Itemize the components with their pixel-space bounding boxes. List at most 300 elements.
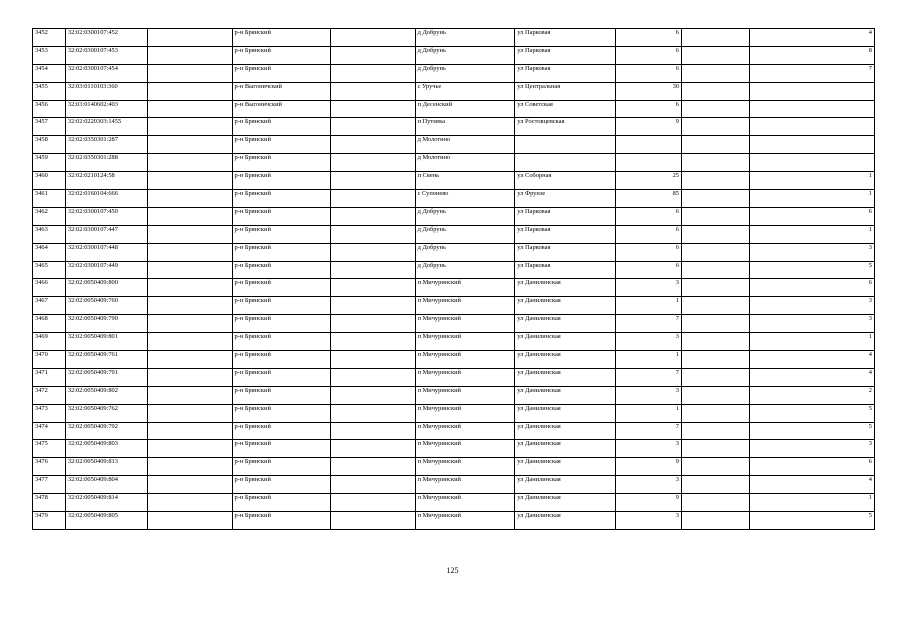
house-number-cell: 6 xyxy=(616,64,682,82)
apartment-number-cell xyxy=(749,82,874,100)
empty-cell xyxy=(682,368,750,386)
settlement-cell: п Мичуринский xyxy=(415,315,515,333)
table-row xyxy=(33,243,875,261)
empty-cell xyxy=(331,64,415,82)
apartment-number-cell: 6 xyxy=(749,207,874,225)
cadastral-number-cell: 32:03:0140602:403 xyxy=(65,100,147,118)
empty-cell xyxy=(331,207,415,225)
street-cell: ул Парковая xyxy=(515,261,616,279)
empty-cell xyxy=(682,118,750,136)
apartment-number-cell: 4 xyxy=(749,29,874,47)
cadastral-number-cell: 32:02:0350301:287 xyxy=(65,136,147,154)
empty-cell xyxy=(682,422,750,440)
street-cell: ул Парковая xyxy=(515,29,616,47)
row-number-cell: 3470 xyxy=(33,351,66,369)
house-number-cell: 7 xyxy=(616,315,682,333)
house-number-cell: 25 xyxy=(616,172,682,190)
empty-cell xyxy=(148,225,232,243)
table-row xyxy=(33,315,875,333)
district-cell: р-н Брянский xyxy=(232,494,331,512)
row-number-cell: 3473 xyxy=(33,404,66,422)
empty-cell xyxy=(331,315,415,333)
cadastral-number-cell: 32:02:0050409:803 xyxy=(65,440,147,458)
empty-cell xyxy=(148,422,232,440)
empty-cell xyxy=(682,512,750,530)
settlement-cell: п Мичуринский xyxy=(415,512,515,530)
settlement-cell: п Мичуринский xyxy=(415,404,515,422)
empty-cell xyxy=(148,46,232,64)
settlement-cell: д Молотино xyxy=(415,136,515,154)
row-number-cell: 3469 xyxy=(33,333,66,351)
apartment-number-cell: 3 xyxy=(749,297,874,315)
table-row xyxy=(33,512,875,530)
empty-cell xyxy=(148,207,232,225)
settlement-cell: п Мичуринский xyxy=(415,279,515,297)
apartment-number-cell: 1 xyxy=(749,225,874,243)
empty-cell xyxy=(148,351,232,369)
row-number-cell: 3465 xyxy=(33,261,66,279)
house-number-cell: 3 xyxy=(616,476,682,494)
empty-cell xyxy=(331,368,415,386)
street-cell: ул Парковая xyxy=(515,225,616,243)
settlement-cell: п Мичуринский xyxy=(415,386,515,404)
empty-cell xyxy=(331,494,415,512)
empty-cell xyxy=(148,29,232,47)
table-row xyxy=(33,440,875,458)
apartment-number-cell xyxy=(749,118,874,136)
empty-cell xyxy=(682,82,750,100)
row-number-cell: 3474 xyxy=(33,422,66,440)
settlement-cell: д Добрунь xyxy=(415,29,515,47)
empty-cell xyxy=(148,136,232,154)
row-number-cell: 3459 xyxy=(33,154,66,172)
district-cell: р-н Брянский xyxy=(232,172,331,190)
row-number-cell: 3468 xyxy=(33,315,66,333)
district-cell: р-н Брянский xyxy=(232,512,331,530)
row-number-cell: 3453 xyxy=(33,46,66,64)
empty-cell xyxy=(148,190,232,208)
street-cell: ул Данилинская xyxy=(515,494,616,512)
house-number-cell: 9 xyxy=(616,118,682,136)
district-cell: р-н Брянский xyxy=(232,118,331,136)
row-number-cell: 3454 xyxy=(33,64,66,82)
settlement-cell: д Добрунь xyxy=(415,225,515,243)
row-number-cell: 3452 xyxy=(33,29,66,47)
apartment-number-cell: 1 xyxy=(749,494,874,512)
empty-cell xyxy=(682,100,750,118)
cadastral-number-cell: 32:02:0050409:813 xyxy=(65,458,147,476)
settlement-cell: д Добрунь xyxy=(415,261,515,279)
district-cell: р-н Брянский xyxy=(232,136,331,154)
settlement-cell: п Мичуринский xyxy=(415,494,515,512)
apartment-number-cell: 4 xyxy=(749,351,874,369)
house-number-cell xyxy=(616,154,682,172)
apartment-number-cell xyxy=(749,154,874,172)
house-number-cell: 6 xyxy=(616,100,682,118)
district-cell: р-н Брянский xyxy=(232,207,331,225)
empty-cell xyxy=(682,476,750,494)
empty-cell xyxy=(331,458,415,476)
empty-cell xyxy=(331,279,415,297)
cadastral-number-cell: 32:02:0300107:450 xyxy=(65,207,147,225)
cadastral-number-cell: 32:02:0300107:454 xyxy=(65,64,147,82)
district-cell: р-н Брянский xyxy=(232,476,331,494)
cadastral-number-cell: 32:02:0050409:790 xyxy=(65,315,147,333)
cadastral-number-cell: 32:02:0050409:792 xyxy=(65,422,147,440)
house-number-cell: 6 xyxy=(616,243,682,261)
house-number-cell: 6 xyxy=(616,29,682,47)
row-number-cell: 3479 xyxy=(33,512,66,530)
table-row xyxy=(33,225,875,243)
table-body xyxy=(33,29,875,530)
cadastral-number-cell: 32:02:0300107:452 xyxy=(65,29,147,47)
empty-cell xyxy=(331,154,415,172)
apartment-number-cell: 4 xyxy=(749,368,874,386)
street-cell: ул Центральная xyxy=(515,82,616,100)
cadastral-number-cell: 32:02:0300107:448 xyxy=(65,243,147,261)
empty-cell xyxy=(148,476,232,494)
table-row xyxy=(33,172,875,190)
apartment-number-cell: 4 xyxy=(749,476,874,494)
empty-cell xyxy=(682,261,750,279)
cadastral-number-cell: 32:02:0050409:761 xyxy=(65,351,147,369)
district-cell: р-н Брянский xyxy=(232,440,331,458)
row-number-cell: 3458 xyxy=(33,136,66,154)
district-cell: р-н Брянский xyxy=(232,458,331,476)
empty-cell xyxy=(682,64,750,82)
house-number-cell: 7 xyxy=(616,422,682,440)
apartment-number-cell: 1 xyxy=(749,172,874,190)
street-cell: ул Данилинская xyxy=(515,297,616,315)
empty-cell xyxy=(148,315,232,333)
apartment-number-cell: 3 xyxy=(749,315,874,333)
empty-cell xyxy=(331,190,415,208)
district-cell: р-н Брянский xyxy=(232,190,331,208)
table-row xyxy=(33,297,875,315)
cadastral-number-cell: 32:02:0050409:814 xyxy=(65,494,147,512)
street-cell: ул Советская xyxy=(515,100,616,118)
row-number-cell: 3460 xyxy=(33,172,66,190)
house-number-cell: 6 xyxy=(616,225,682,243)
table-row xyxy=(33,494,875,512)
settlement-cell: п Мичуринский xyxy=(415,476,515,494)
empty-cell xyxy=(682,279,750,297)
street-cell xyxy=(515,154,616,172)
empty-cell xyxy=(331,333,415,351)
empty-cell xyxy=(682,333,750,351)
page-number: 125 xyxy=(446,566,459,575)
empty-cell xyxy=(331,29,415,47)
district-cell: р-н Брянский xyxy=(232,422,331,440)
table-row xyxy=(33,82,875,100)
row-number-cell: 3478 xyxy=(33,494,66,512)
apartment-number-cell xyxy=(749,136,874,154)
apartment-number-cell: 5 xyxy=(749,261,874,279)
cadastral-number-cell: 32:02:0050409:804 xyxy=(65,476,147,494)
empty-cell xyxy=(682,494,750,512)
empty-cell xyxy=(682,190,750,208)
street-cell: ул Фрунзе xyxy=(515,190,616,208)
table-row xyxy=(33,279,875,297)
empty-cell xyxy=(682,404,750,422)
empty-cell xyxy=(331,512,415,530)
house-number-cell: 9 xyxy=(616,458,682,476)
house-number-cell: 30 xyxy=(616,82,682,100)
settlement-cell: п Десенский xyxy=(415,100,515,118)
apartment-number-cell: 7 xyxy=(749,64,874,82)
district-cell: р-н Брянский xyxy=(232,386,331,404)
table-row xyxy=(33,29,875,47)
cadastral-number-cell: 32:02:0350301:288 xyxy=(65,154,147,172)
street-cell: ул Парковая xyxy=(515,243,616,261)
empty-cell xyxy=(682,458,750,476)
district-cell: р-н Брянский xyxy=(232,351,331,369)
empty-cell xyxy=(148,172,232,190)
empty-cell xyxy=(148,333,232,351)
empty-cell xyxy=(331,422,415,440)
empty-cell xyxy=(682,440,750,458)
settlement-cell: п Мичуринский xyxy=(415,440,515,458)
row-number-cell: 3467 xyxy=(33,297,66,315)
district-cell: р-н Брянский xyxy=(232,261,331,279)
table-row xyxy=(33,476,875,494)
empty-cell xyxy=(148,118,232,136)
table-row xyxy=(33,154,875,172)
empty-cell xyxy=(331,82,415,100)
empty-cell xyxy=(682,29,750,47)
cadastral-number-cell: 32:02:0050409:760 xyxy=(65,297,147,315)
street-cell: ул Данилинская xyxy=(515,368,616,386)
empty-cell xyxy=(682,386,750,404)
apartment-number-cell: 5 xyxy=(749,512,874,530)
cadastral-number-cell: 32:02:0050409:805 xyxy=(65,512,147,530)
row-number-cell: 3475 xyxy=(33,440,66,458)
street-cell: ул Данилинская xyxy=(515,351,616,369)
house-number-cell: 7 xyxy=(616,368,682,386)
street-cell: ул Парковая xyxy=(515,207,616,225)
house-number-cell: 3 xyxy=(616,333,682,351)
street-cell xyxy=(515,136,616,154)
house-number-cell: 6 xyxy=(616,207,682,225)
table-row xyxy=(33,118,875,136)
registry-table xyxy=(32,28,875,530)
settlement-cell: п Мичуринский xyxy=(415,458,515,476)
empty-cell xyxy=(682,315,750,333)
empty-cell xyxy=(331,351,415,369)
table-row xyxy=(33,64,875,82)
street-cell: ул Данилинская xyxy=(515,422,616,440)
empty-cell xyxy=(331,297,415,315)
settlement-cell: д Добрунь xyxy=(415,207,515,225)
street-cell: ул Данилинская xyxy=(515,315,616,333)
street-cell: ул Парковая xyxy=(515,46,616,64)
settlement-cell: п Мичуринский xyxy=(415,368,515,386)
street-cell: ул Данилинская xyxy=(515,458,616,476)
house-number-cell: 3 xyxy=(616,386,682,404)
cadastral-number-cell: 32:02:0050409:762 xyxy=(65,404,147,422)
table-row xyxy=(33,100,875,118)
apartment-number-cell: 6 xyxy=(749,458,874,476)
row-number-cell: 3466 xyxy=(33,279,66,297)
empty-cell xyxy=(682,225,750,243)
table-row xyxy=(33,458,875,476)
empty-cell xyxy=(331,46,415,64)
street-cell: ул Данилинская xyxy=(515,512,616,530)
apartment-number-cell: 5 xyxy=(749,422,874,440)
cadastral-number-cell: 32:02:0300107:447 xyxy=(65,225,147,243)
apartment-number-cell: 3 xyxy=(749,440,874,458)
cadastral-number-cell: 32:02:0050409:802 xyxy=(65,386,147,404)
row-number-cell: 3462 xyxy=(33,207,66,225)
district-cell: р-н Брянский xyxy=(232,333,331,351)
row-number-cell: 3455 xyxy=(33,82,66,100)
street-cell: ул Данилинская xyxy=(515,404,616,422)
table-row xyxy=(33,207,875,225)
street-cell: ул Данилинская xyxy=(515,279,616,297)
apartment-number-cell: 1 xyxy=(749,333,874,351)
row-number-cell: 3463 xyxy=(33,225,66,243)
empty-cell xyxy=(148,154,232,172)
empty-cell xyxy=(682,243,750,261)
settlement-cell: п Мичуринский xyxy=(415,422,515,440)
settlement-cell: д Добрунь xyxy=(415,243,515,261)
settlement-cell: с Уручье xyxy=(415,82,515,100)
settlement-cell: п Свень xyxy=(415,172,515,190)
street-cell: ул Данилинская xyxy=(515,440,616,458)
empty-cell xyxy=(682,297,750,315)
apartment-number-cell: 8 xyxy=(749,46,874,64)
house-number-cell: 85 xyxy=(616,190,682,208)
settlement-cell: п Путевка xyxy=(415,118,515,136)
empty-cell xyxy=(331,172,415,190)
district-cell: р-н Брянский xyxy=(232,243,331,261)
district-cell: р-н Брянский xyxy=(232,225,331,243)
district-cell: р-н Брянский xyxy=(232,297,331,315)
district-cell: р-н Брянский xyxy=(232,404,331,422)
district-cell: р-н Брянский xyxy=(232,315,331,333)
table-row xyxy=(33,404,875,422)
empty-cell xyxy=(148,297,232,315)
empty-cell xyxy=(682,351,750,369)
empty-cell xyxy=(682,154,750,172)
table-row xyxy=(33,351,875,369)
empty-cell xyxy=(682,46,750,64)
house-number-cell: 9 xyxy=(616,494,682,512)
street-cell: ул Данилинская xyxy=(515,386,616,404)
house-number-cell: 3 xyxy=(616,279,682,297)
empty-cell xyxy=(331,118,415,136)
house-number-cell xyxy=(616,136,682,154)
empty-cell xyxy=(148,458,232,476)
row-number-cell: 3457 xyxy=(33,118,66,136)
empty-cell xyxy=(148,64,232,82)
empty-cell xyxy=(682,172,750,190)
row-number-cell: 3456 xyxy=(33,100,66,118)
cadastral-number-cell: 32:02:0300107:449 xyxy=(65,261,147,279)
district-cell: р-н Брянский xyxy=(232,64,331,82)
apartment-number-cell: 2 xyxy=(749,386,874,404)
house-number-cell: 6 xyxy=(616,46,682,64)
cadastral-number-cell: 32:03:0110103:360 xyxy=(65,82,147,100)
district-cell: р-н Брянский xyxy=(232,29,331,47)
settlement-cell: п Мичуринский xyxy=(415,351,515,369)
table-row xyxy=(33,190,875,208)
house-number-cell: 1 xyxy=(616,297,682,315)
empty-cell xyxy=(148,368,232,386)
empty-cell xyxy=(148,100,232,118)
settlement-cell: д Добрунь xyxy=(415,46,515,64)
row-number-cell: 3461 xyxy=(33,190,66,208)
empty-cell xyxy=(331,100,415,118)
empty-cell xyxy=(331,476,415,494)
settlement-cell: п Мичуринский xyxy=(415,333,515,351)
row-number-cell: 3472 xyxy=(33,386,66,404)
apartment-number-cell: 6 xyxy=(749,279,874,297)
row-number-cell: 3477 xyxy=(33,476,66,494)
empty-cell xyxy=(331,386,415,404)
table-row xyxy=(33,46,875,64)
street-cell: ул Данилинская xyxy=(515,333,616,351)
empty-cell xyxy=(331,440,415,458)
empty-cell xyxy=(148,404,232,422)
empty-cell xyxy=(148,494,232,512)
empty-cell xyxy=(331,225,415,243)
apartment-number-cell: 1 xyxy=(749,190,874,208)
apartment-number-cell: 5 xyxy=(749,404,874,422)
empty-cell xyxy=(148,512,232,530)
empty-cell xyxy=(148,243,232,261)
empty-cell xyxy=(682,136,750,154)
cadastral-number-cell: 32:02:0050409:800 xyxy=(65,279,147,297)
house-number-cell: 3 xyxy=(616,512,682,530)
empty-cell xyxy=(148,386,232,404)
empty-cell xyxy=(148,82,232,100)
district-cell: р-н Брянский xyxy=(232,154,331,172)
street-cell: ул Ростовцевская xyxy=(515,118,616,136)
street-cell: ул Данилинская xyxy=(515,476,616,494)
district-cell: р-н Брянский xyxy=(232,279,331,297)
cadastral-number-cell: 32:02:0220303:1455 xyxy=(65,118,147,136)
house-number-cell: 6 xyxy=(616,261,682,279)
empty-cell xyxy=(682,207,750,225)
cadastral-number-cell: 32:02:0050409:801 xyxy=(65,333,147,351)
empty-cell xyxy=(148,440,232,458)
empty-cell xyxy=(148,279,232,297)
cadastral-number-cell: 32:02:0160104:666 xyxy=(65,190,147,208)
empty-cell xyxy=(148,261,232,279)
district-cell: р-н Выгоничский xyxy=(232,100,331,118)
table-row xyxy=(33,261,875,279)
empty-cell xyxy=(331,261,415,279)
house-number-cell: 1 xyxy=(616,351,682,369)
row-number-cell: 3464 xyxy=(33,243,66,261)
table-row xyxy=(33,368,875,386)
apartment-number-cell xyxy=(749,100,874,118)
street-cell: ул Соборная xyxy=(515,172,616,190)
table-row xyxy=(33,386,875,404)
settlement-cell: д Молотино xyxy=(415,154,515,172)
district-cell: р-н Брянский xyxy=(232,46,331,64)
cadastral-number-cell: 32:02:0300107:453 xyxy=(65,46,147,64)
district-cell: р-н Брянский xyxy=(232,368,331,386)
settlement-cell: с Супонево xyxy=(415,190,515,208)
empty-cell xyxy=(331,243,415,261)
row-number-cell: 3476 xyxy=(33,458,66,476)
table-row xyxy=(33,136,875,154)
table-row xyxy=(33,422,875,440)
cadastral-number-cell: 32:02:0210124:58 xyxy=(65,172,147,190)
house-number-cell: 1 xyxy=(616,404,682,422)
